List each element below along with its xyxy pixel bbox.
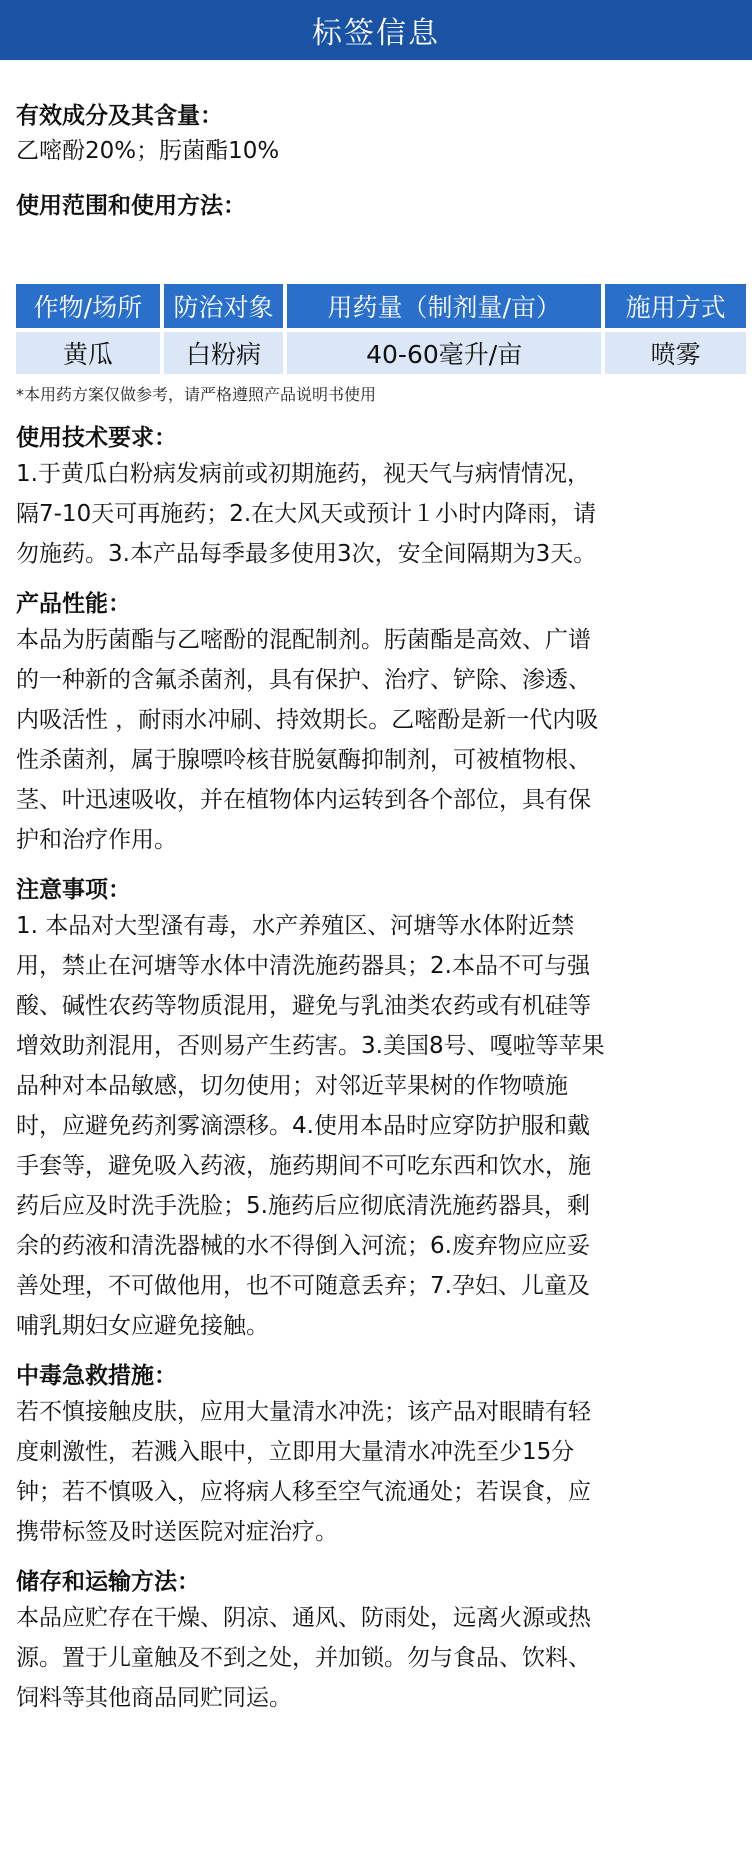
- cell-target: 白粉病: [164, 332, 283, 374]
- text-line: 携带标签及时送医院对症治疗。: [16, 1519, 338, 1545]
- text-line: 药后应及时洗手洗脸；5.施药后应彻底清洗施药器具，剩: [16, 1193, 590, 1219]
- text-line: 若不慎接触皮肤，应用大量清水冲洗；该产品对眼睛有轻: [16, 1399, 591, 1425]
- text-line: 手套等，避免吸入药液，施药期间不可吃东西和饮水，施: [16, 1153, 591, 1179]
- text-line: 钟；若不慎吸入，应将病人移至空气流通处；若误食，应: [16, 1479, 591, 1505]
- table-row: [16, 332, 746, 374]
- ingredients-title: 有效成分及其含量：: [16, 103, 223, 129]
- header-target: 防治对象: [164, 284, 283, 328]
- first-aid-text: [16, 1392, 732, 1552]
- usage-title: 使用范围和使用方法：: [16, 193, 246, 219]
- text-line: 酸、碱性农药等物质混用，避免与乳油类农药或有机硅等: [16, 993, 591, 1019]
- table-note: *本用药方案仅做参考，请严格遵照产品说明书使用: [16, 385, 377, 404]
- page-title: 标签信息: [312, 16, 440, 51]
- cell-crop: 黄瓜: [16, 332, 160, 374]
- header-dosage: 用药量（制剂量/亩）: [287, 284, 601, 328]
- text-line: 余的药液和清洗器械的水不得倒入河流；6.废弃物应应妥: [16, 1233, 590, 1259]
- label-content: [0, 100, 752, 1718]
- ingredients-text: 乙嘧酚20%；肟菌酯10%: [16, 138, 280, 164]
- text-line: 护和治疗作用。: [16, 827, 177, 853]
- cell-method: 喷雾: [605, 332, 746, 374]
- technical-text: [16, 454, 732, 574]
- text-line: 时，应避免药剂雾滴漂移。4.使用本品时应穿防护服和戴: [16, 1113, 590, 1139]
- dosage-table: [12, 280, 750, 378]
- text-line: 1. 本品对大型溞有毒，水产养殖区、河塘等水体附近禁: [16, 913, 575, 939]
- precautions-title: 注意事项：: [16, 877, 131, 903]
- dosage-table-container: [16, 280, 732, 378]
- text-line: 源。置于儿童触及不到之处，并加锁。勿与食品、饮料、: [16, 1645, 591, 1671]
- text-line: 用，禁止在河塘等水体中清洗施药器具；2.本品不可与强: [16, 953, 590, 979]
- text-line: 本品为肟菌酯与乙嘧酚的混配制剂。肟菌酯是高效、广谱: [16, 627, 591, 653]
- text-line: 本品应贮存在干燥、阴凉、通风、防雨处，远离火源或热: [16, 1605, 591, 1631]
- header-banner: [0, 0, 752, 60]
- storage-text: [16, 1598, 732, 1718]
- precautions-text: [16, 906, 732, 1346]
- text-line: 性杀菌剂，属于腺嘌呤核苷脱氨酶抑制剂，可被植物根、: [16, 747, 591, 773]
- text-line: 饲料等其他商品同贮同运。: [16, 1685, 292, 1711]
- technical-title: 使用技术要求：: [16, 425, 177, 451]
- header-crop: 作物/场所: [16, 284, 160, 328]
- text-line: 善处理，不可做他用，也不可随意丢弃；7.孕妇、儿童及: [16, 1273, 590, 1299]
- text-line: 的一种新的含氟杀菌剂，具有保护、治疗、铲除、渗透、: [16, 667, 591, 693]
- text-line: 度刺激性，若溅入眼中，立即用大量清水冲洗至少15分: [16, 1439, 575, 1465]
- text-line: 品种对本品敏感，切勿使用；对邻近苹果树的作物喷施: [16, 1073, 568, 1099]
- text-line: 茎、叶迅速吸收，并在植物体内运转到各个部位，具有保: [16, 787, 591, 813]
- performance-text: [16, 620, 732, 860]
- text-line: 勿施药。3.本产品每季最多使用3次，安全间隔期为3天。: [16, 541, 597, 567]
- text-line: 哺乳期妇女应避免接触。: [16, 1313, 269, 1339]
- storage-title: 储存和运输方法：: [16, 1569, 200, 1595]
- cell-dosage: 40-60毫升/亩: [287, 332, 601, 374]
- text-line: 1.于黄瓜白粉病发病前或初期施药，视天气与病情情况，: [16, 461, 590, 487]
- header-method: 施用方式: [605, 284, 746, 328]
- table-header-row: [16, 284, 746, 328]
- performance-title: 产品性能：: [16, 591, 131, 617]
- first-aid-title: 中毒急救措施：: [16, 1363, 177, 1389]
- text-line: 隔7-10天可再施药；2.在大风天或预计１小时内降雨，请: [16, 501, 597, 527]
- text-line: 内吸活性 ，耐雨水冲刷、持效期长。乙嘧酚是新一代内吸: [16, 707, 599, 733]
- text-line: 增效助剂混用，否则易产生药害。3.美国8号、嘎啦等苹果: [16, 1033, 605, 1059]
